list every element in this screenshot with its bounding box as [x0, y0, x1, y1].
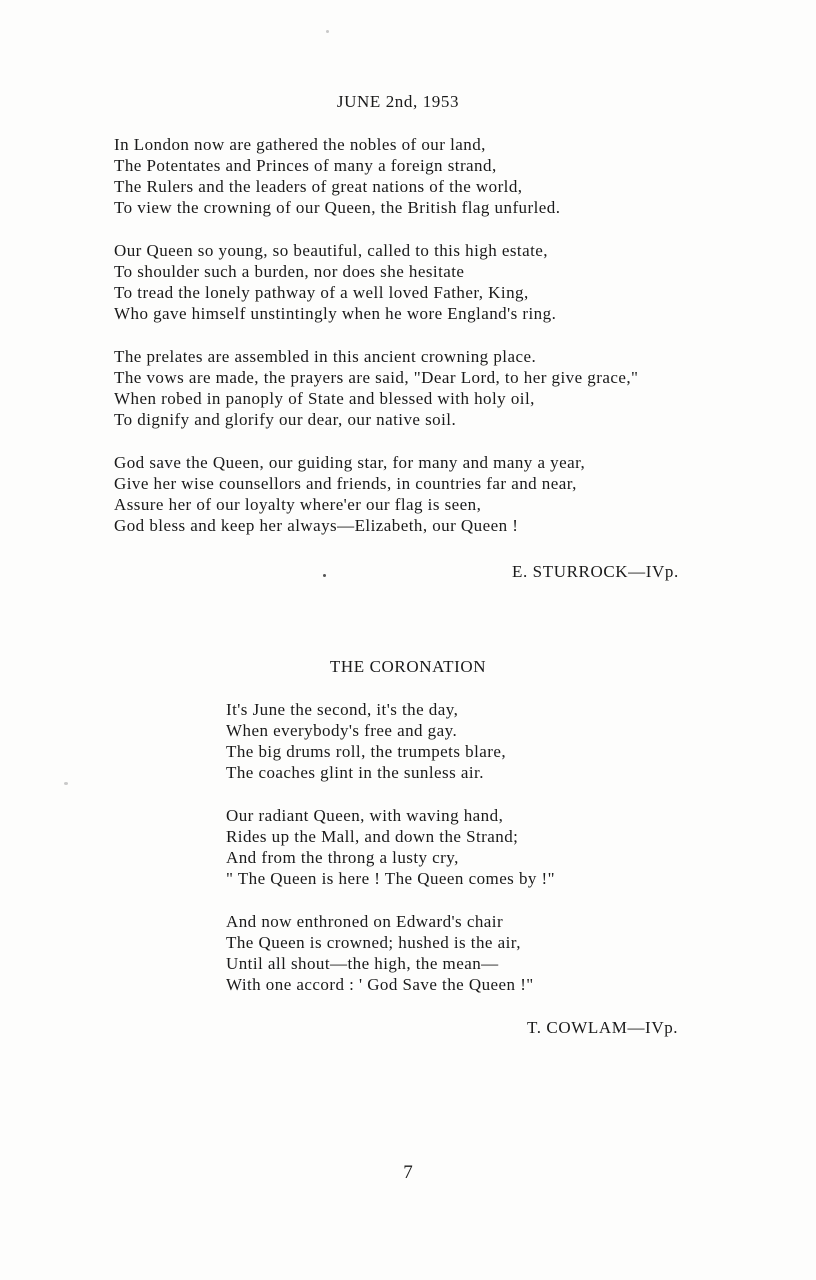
poem-title: JUNE 2nd, 1953 [336, 92, 460, 111]
verse-line: God bless and keep her always—Elizabeth, our Queen ! [114, 516, 519, 535]
verse-line: Until all shout—the high, the mean— [226, 954, 499, 973]
stanza [114, 346, 774, 430]
verse-line: It's June the second, it's the day, [226, 700, 459, 719]
verse-line: " The Queen is here ! The Queen comes by !" [226, 869, 556, 888]
verse-line: With one accord : ' God Save the Queen !" [226, 975, 534, 994]
verse-line: The Queen is crowned; hushed is the air, [226, 933, 521, 952]
poem-attribution: T. COWLAM—IVp. [527, 1018, 679, 1037]
verse-line: The Potentates and Princes of many a foreign strand, [114, 156, 497, 175]
verse-line: When everybody's free and gay. [226, 721, 458, 740]
stanza [226, 911, 746, 995]
verse-line: The Rulers and the leaders of great nations of the world, [114, 177, 523, 196]
poem-title: THE CORONATION [329, 657, 487, 676]
verse-line: To dignify and glorify our dear, our native soil. [114, 410, 457, 429]
page-number: 7 [403, 1162, 413, 1183]
poem-attribution: E. STURROCK—IVp. [512, 562, 679, 581]
verse-line: To shoulder such a burden, nor does she hesitate [114, 262, 465, 281]
verse-line: Our Queen so young, so beautiful, called to this high estate, [114, 241, 548, 260]
stanza [114, 240, 774, 324]
verse-line: In London now are gathered the nobles of our land, [114, 135, 486, 154]
verse-line: Rides up the Mall, and down the Strand; [226, 827, 519, 846]
verse-line: The prelates are assembled in this ancient crowning place. [114, 347, 537, 366]
verse-line: The coaches glint in the sunless air. [226, 763, 484, 782]
print-speck [64, 782, 68, 785]
verse-line: To tread the lonely pathway of a well loved Father, King, [114, 283, 529, 302]
verse-line: And now enthroned on Edward's chair [226, 912, 504, 931]
poem-body [226, 699, 746, 1017]
verse-line: And from the throng a lusty cry, [226, 848, 459, 867]
verse-line: God save the Queen, our guiding star, for many and many a year, [114, 453, 586, 472]
verse-line: Who gave himself unstintingly when he wore England's ring. [114, 304, 557, 323]
verse-line: The vows are made, the prayers are said, "Dear Lord, to her give grace," [114, 368, 639, 387]
print-speck [323, 574, 326, 577]
stanza [114, 134, 774, 218]
verse-line: To view the crowning of our Queen, the British flag unfurled. [114, 198, 561, 217]
verse-line: Give her wise counsellors and friends, in countries far and near, [114, 474, 577, 493]
stanza [114, 452, 774, 536]
verse-line: Assure her of our loyalty where'er our flag is seen, [114, 495, 482, 514]
verse-line: The big drums roll, the trumpets blare, [226, 742, 507, 761]
stanza [226, 805, 746, 889]
print-speck [326, 30, 329, 33]
verse-line: When robed in panoply of State and blessed with holy oil, [114, 389, 535, 408]
verse-line: Our radiant Queen, with waving hand, [226, 806, 504, 825]
poem-body [114, 134, 774, 558]
stanza [226, 699, 746, 783]
